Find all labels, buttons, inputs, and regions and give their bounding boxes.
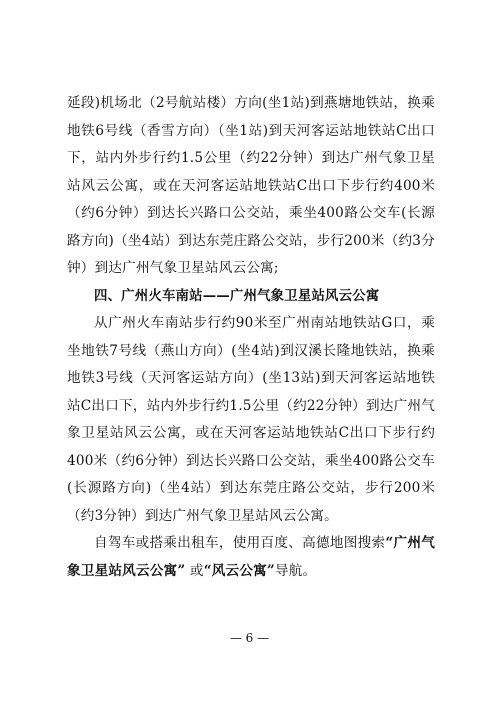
section-heading-south-station: 四、广州火车南站——广州气象卫星站风云公寓	[94, 288, 380, 304]
paragraph-route-continued: 延段)机场北（2号航站楼）方向(坐1站)到燕塘地铁站，换乘地铁6号线（香雪方向）（坐1站)到天河客运站地铁站C出口下，站内外步行约1.5公里（约22分钟）到达广州气象卫星站风云公寓，或在天河客运站地铁站C出口下步行约400米（约6分钟）到达长兴路口公交站，乘坐400路公交车(长源路方向)（坐4站）到达东莞庄路公交站，步行200米（约3分钟）到达广州气象卫星站风云公寓;	[67, 95, 435, 276]
search-term-full-name: “广州气象卫星站风云公寓”	[67, 535, 435, 579]
paragraph-driving-navigation	[67, 530, 435, 585]
document-body	[67, 90, 435, 585]
page-number: — 6 —	[229, 631, 270, 645]
driving-text-prefix: 自驾车或搭乘出租车，使用百度、高德地图搜索	[94, 535, 386, 551]
paragraph-south-station-route: 从广州火车南站步行约90米至广州南站地铁站G口，乘坐地铁7号线（燕山方向）(坐4站)到汉溪长隆地铁站，换乘地铁3号线（天河客运站方向）(坐13站)到天河客运站地铁站C出口下，站内外步行约1.5公里（约22分钟）到达广州气象卫星站风云公寓，或在天河客运站地铁站C出口下步行约400米（约6分钟）到达长兴路口公交站，乘坐400路公交车(长源路方向)（坐4站）到达东莞庄路公交站，步行200米（约3分钟）到达广州气象卫星站风云公寓。	[67, 315, 435, 524]
search-term-short-name: “风云公寓”	[203, 562, 275, 579]
driving-text-or: 或	[185, 562, 204, 579]
driving-text-suffix: 导航。	[274, 562, 317, 579]
